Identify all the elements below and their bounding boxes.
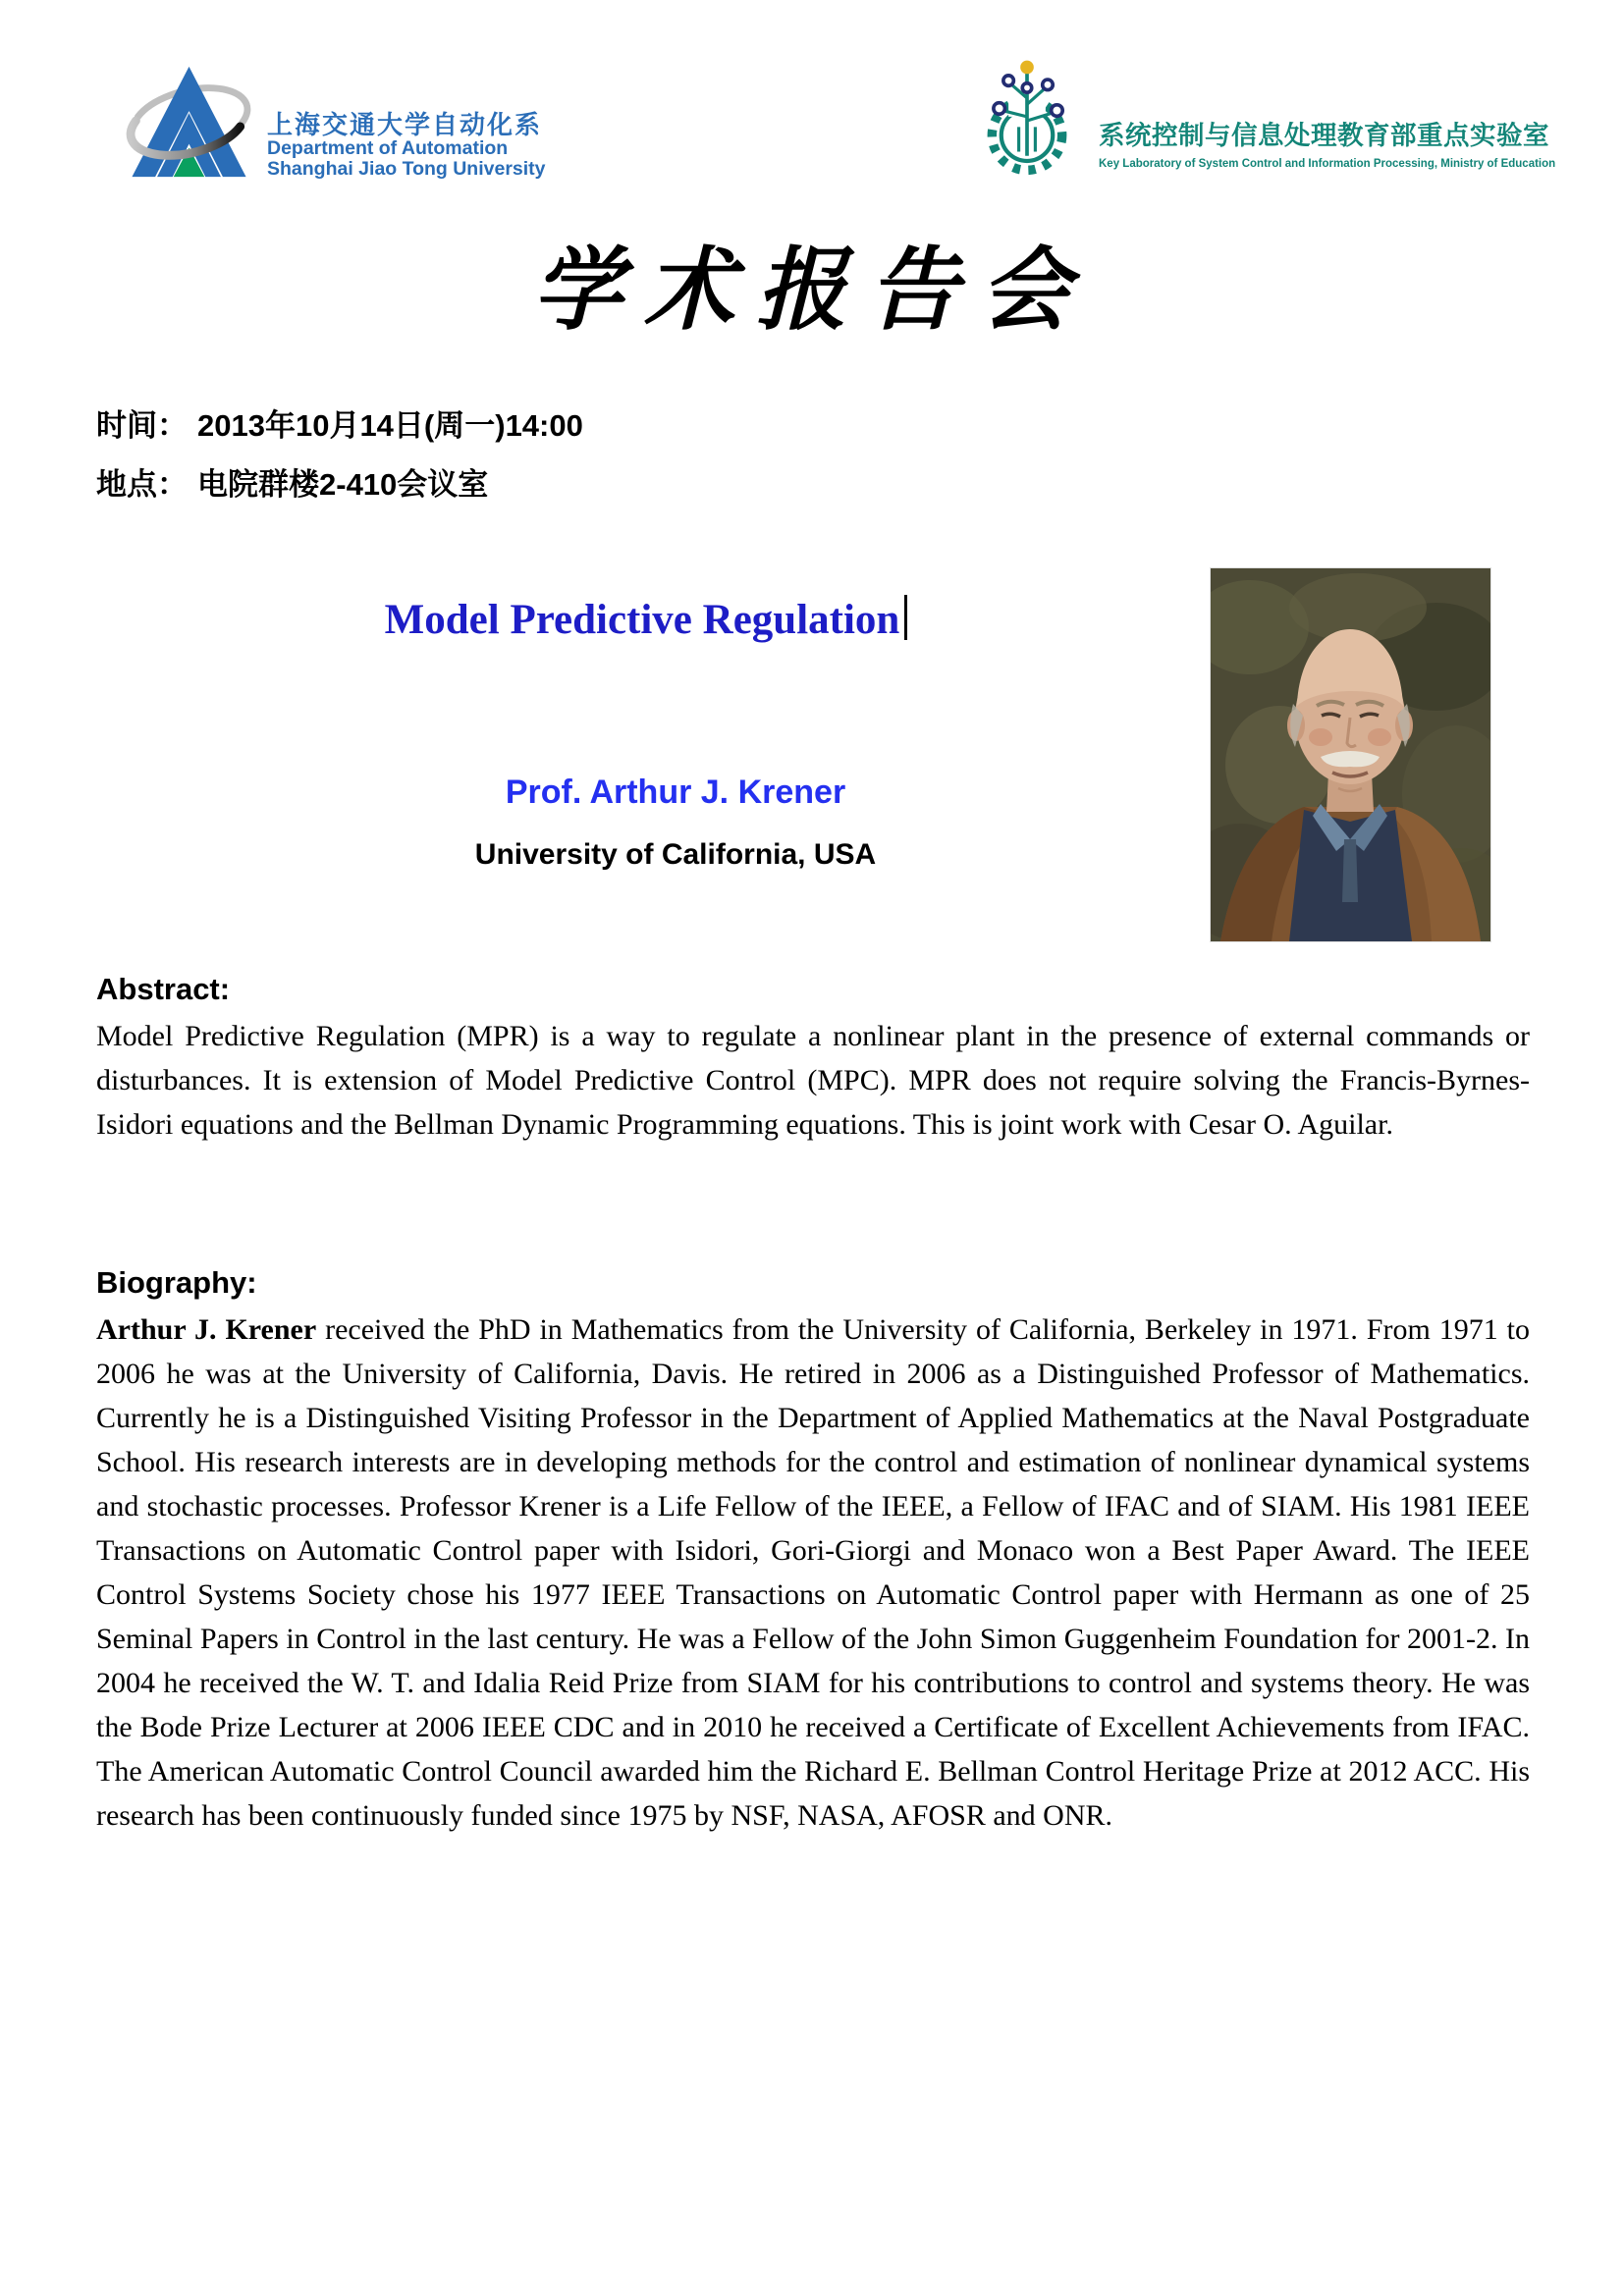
- key-lab-name-cn: 系统控制与信息处理教育部重点实验室: [1099, 121, 1549, 150]
- sjtu-triangle-icon: [123, 61, 255, 181]
- event-time-line: [96, 400, 583, 445]
- talk-title: [96, 595, 1196, 644]
- text-cursor: [904, 595, 907, 640]
- time-value: 2013年10月14日(周一)14:00: [197, 408, 583, 443]
- biography-body: received the PhD in Mathematics from the University of California, Berkeley in 1971. From 1971 to 2006 he was at the University of California, Davis. He retired in 2006 as a Distinguished Professor of Mathematics. Currently he is a Distinguished Visiting Professor in the Department of Applied Mathematics at the Naval Postgraduate School. His research interests are in developing methods for the control and estimation of nonlinear dynamical systems and stochastic processes. Professor Krener is a Life Fellow of the IEEE, a Fellow of IFAC and of SIAM. His 1981 IEEE Transactions on Automatic Control paper with Isidori, Gori-Giorgi and Monaco won a Best Paper Award. The IEEE Control Systems Society chose his 1977 IEEE Transactions on Automatic Control paper with Hermann as one of 25 Seminal Papers in Control in the last century. He was a Fellow of the John Simon Guggenheim Foundation for 2001-2. In 2004 he received the W. T. and Idalia Reid Prize from SIAM for his contributions to control and systems theory. He was the Bode Prize Lecturer at 2006 IEEE CDC and in 2010 he received a Certificate of Excellent Achievements from IFAC. The American Automatic Control Council awarded him the Richard E. Bellman Control Heritage Prize at 2012 ACC. His research has been continuously funded since 1975 by NSF, NASA, AFOSR and ONR.: [96, 1313, 1530, 1832]
- key-lab-name-en: Key Laboratory of System Control and Information Processing, Ministry of Education: [1099, 158, 1556, 170]
- banner-title: 学术报告会: [531, 240, 1092, 341]
- speaker-name: Prof. Arthur J. Krener: [505, 774, 846, 811]
- abstract-text: Model Predictive Regulation (MPR) is a way to regulate a nonlinear plant in the presence of external commands or disturbances. It is extension of Model Predictive Control (MPC). MPR does not require solving the Francis-Byrnes-Isidori equations and the Bellman Dynamic Programming equations. This is joint work with Cesar O. Aguilar.: [96, 1020, 1530, 1141]
- location-value: 电院群楼2-410会议室: [197, 467, 489, 502]
- sjtu-automation-logo: [123, 61, 546, 181]
- event-location-line: [96, 459, 488, 504]
- time-label: 时间：: [96, 408, 188, 443]
- biography-text: [96, 1308, 1530, 1838]
- location-label: 地点：: [96, 467, 188, 502]
- biography-heading: Biography:: [96, 1265, 257, 1300]
- speaker-affiliation: University of California, USA: [474, 838, 877, 871]
- talk-title-text: Model Predictive Regulation: [384, 597, 900, 643]
- sjtu-dept-name-en: Department of Automation: [267, 137, 509, 160]
- biography-lead-name: Arthur J. Krener: [96, 1313, 317, 1346]
- key-lab-logo: [965, 57, 1555, 183]
- sjtu-dept-name-cn: 上海交通大学自动化系: [267, 110, 543, 140]
- gear-circuit-icon: [965, 57, 1089, 183]
- abstract-heading: Abstract:: [96, 972, 231, 1006]
- speaker-photo: [1210, 567, 1491, 942]
- sjtu-univ-name-en: Shanghai Jiao Tong University: [267, 157, 546, 180]
